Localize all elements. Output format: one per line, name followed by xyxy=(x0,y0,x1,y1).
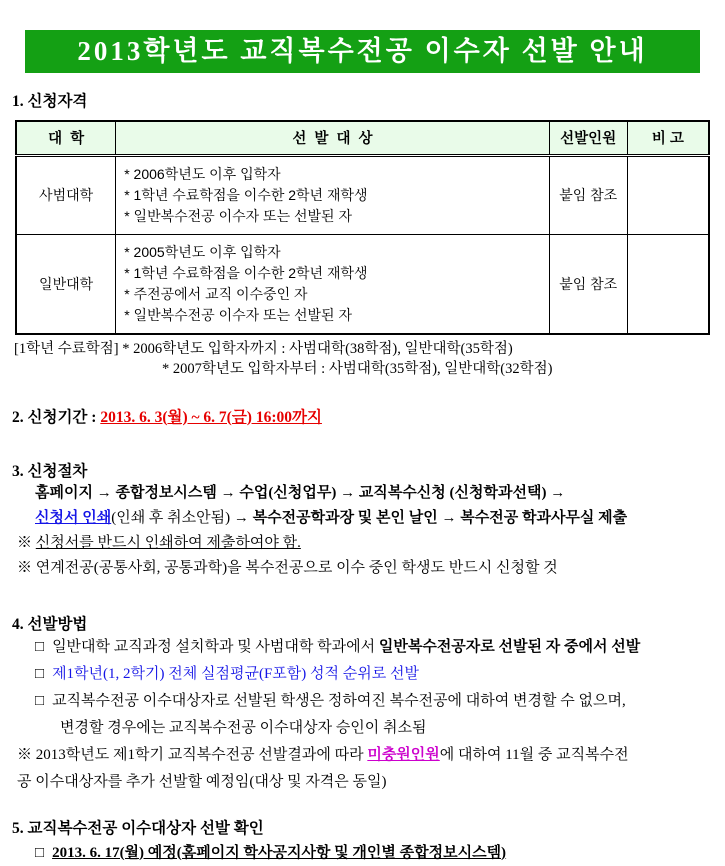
square-bullet-icon: □ xyxy=(35,692,45,709)
section3-note1-text: 신청서를 반드시 인쇄하여 제출하여야 함. xyxy=(35,534,301,551)
ref-mark: ※ xyxy=(17,559,33,576)
section3-note2 xyxy=(17,556,725,581)
table-header-row xyxy=(16,121,709,155)
bullet1-bold: 일반복수전공자로 선발된 자 중에서 선발 xyxy=(378,638,641,655)
quota-cell: 붙임 참조 xyxy=(549,234,627,334)
footnote-text1: * 2006학년도 입학자까지 : 사범대학(38학점), 일반대학(35학점) xyxy=(122,340,513,357)
criteria-item: * 1학년 수료학점을 이수한 2학년 재학생 xyxy=(124,264,368,281)
procedure-flow-line2 xyxy=(35,506,725,531)
bullet1-normal: 일반대학 교직과정 설치학과 및 사범대학 학과에서 xyxy=(52,638,379,655)
section4-note-line2: 공 이수대상자를 추가 선발할 예정임(대상 및 자격은 동일) xyxy=(17,773,387,790)
table-row-education-college xyxy=(16,155,709,234)
footnote-line2: * 2007학년도 입학자부터 : 사범대학(35학점), 일반대학(32학점) xyxy=(162,360,553,377)
section5-heading: 5. 교직복수전공 이수대상자 선발 확인 xyxy=(12,819,264,837)
square-bullet-icon: □ xyxy=(35,638,45,655)
section2-heading xyxy=(12,405,725,427)
section4-bullet1 xyxy=(35,634,725,661)
criteria-item: * 1학년 수료학점을 이수한 2학년 재학생 xyxy=(124,186,368,203)
note-pre: 2013학년도 제1학기 교직복수전공 선발결과에 따라 xyxy=(35,746,368,763)
criteria-item: * 일반복수전공 이수자 또는 선발된 자 xyxy=(124,207,352,224)
section1-heading: 1. 신청자격 xyxy=(12,93,88,110)
confirmation-date-text: 2013. 6. 17(월) 예정(홈페이지 학사공지사항 및 개인별 종합정보시스템) xyxy=(52,844,507,861)
criteria-item: * 2005학년도 이후 입학자 xyxy=(124,243,281,260)
criteria-item: * 2006학년도 이후 입학자 xyxy=(124,165,281,182)
footnote-line1 xyxy=(14,339,725,359)
section5-bullet xyxy=(35,840,725,866)
print-note-paren: (인쇄 후 취소안됨) xyxy=(111,509,231,526)
footnote-label: [1학년 수료학점] xyxy=(14,340,119,357)
quota-cell: 붙임 참조 xyxy=(549,155,627,234)
print-application-link[interactable]: 신청서 인쇄 xyxy=(35,509,112,526)
criteria-cell xyxy=(116,155,549,234)
section3-note1 xyxy=(17,531,725,556)
ref-mark: ※ xyxy=(17,534,33,551)
ref-mark: ※ xyxy=(17,746,33,763)
criteria-cell xyxy=(116,234,549,334)
col-header-target: 선 발 대 상 xyxy=(116,121,549,155)
application-period: 2013. 6. 3(월) ~ 6. 7(금) 16:00까지 xyxy=(100,408,322,426)
section4-note-line1 xyxy=(17,742,725,769)
section4-bullet2 xyxy=(35,661,725,688)
square-bullet-icon: □ xyxy=(35,665,45,682)
section2-label: 2. 신청기간 : xyxy=(12,408,97,426)
college-name: 사범대학 xyxy=(16,155,116,234)
remark-cell xyxy=(627,234,709,334)
section4-heading: 4. 선발방법 xyxy=(12,615,88,633)
page-title: 2013학년도 교직복수전공 이수자 선발 안내 xyxy=(25,30,700,73)
col-header-college: 대 학 xyxy=(16,121,116,155)
table-row-general-college xyxy=(16,234,709,334)
criteria-item: * 일반복수전공 이수자 또는 선발된 자 xyxy=(124,306,352,323)
col-header-quota: 선발인원 xyxy=(549,121,627,155)
unfilled-quota-highlight: 미충원인원 xyxy=(367,746,440,763)
remark-cell xyxy=(627,155,709,234)
section3-heading: 3. 신청절차 xyxy=(12,462,88,480)
college-name: 일반대학 xyxy=(16,234,116,334)
procedure-flow-line1: 홈페이지 → 종합정보시스템 → 수업(신청업무) → 교직복수신청 (신청학과선택) → xyxy=(35,484,566,501)
section4-bullet3-line1 xyxy=(35,688,725,715)
section4-bullet3-line2: 변경할 경우에는 교직복수전공 이수대상자 승인이 취소됨 xyxy=(60,719,427,736)
bullet3-line1-text: 교직복수전공 이수대상자로 선발된 학생은 정하여진 복수전공에 대하여 변경할 수 없으며, xyxy=(52,692,626,709)
square-bullet-icon: □ xyxy=(35,844,45,861)
criteria-item: * 주전공에서 교직 이수중인 자 xyxy=(124,285,308,302)
col-header-remark: 비 고 xyxy=(627,121,709,155)
section3-note2-text: 연계전공(공통사회, 공통과학)을 복수전공으로 이수 중인 학생도 반드시 신청할 것 xyxy=(35,559,558,576)
selection-table xyxy=(15,120,710,335)
note-post: 에 대하여 11월 중 교직복수전 xyxy=(439,746,629,763)
procedure-flow-line2-rest: → 복수전공학과장 및 본인 날인 → 복수전공 학과사무실 제출 xyxy=(230,509,628,526)
bullet2-text: 제1학년(1, 2학기) 전체 실점평균(F포함) 성적 순위로 선발 xyxy=(52,665,419,682)
table-footnote xyxy=(14,339,725,379)
